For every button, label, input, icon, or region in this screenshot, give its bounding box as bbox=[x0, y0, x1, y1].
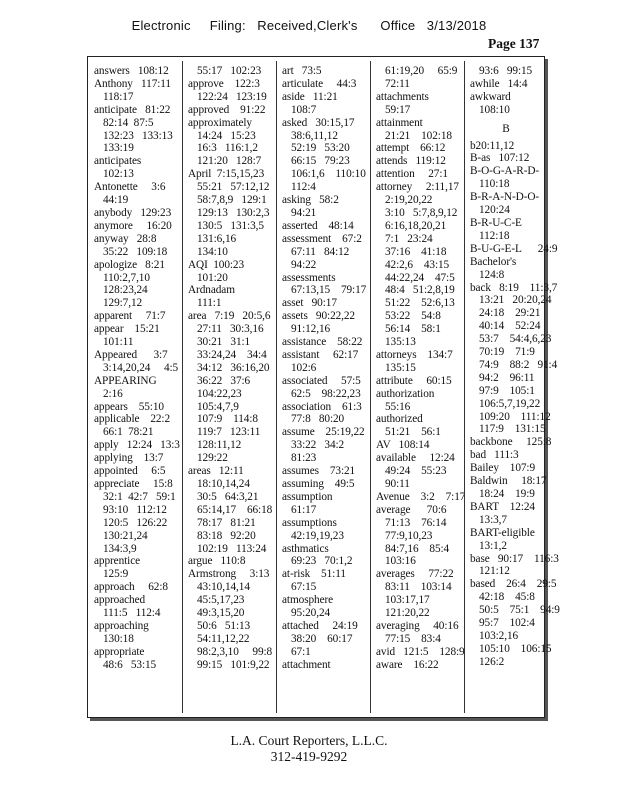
index-entry-continuation: 94:21 bbox=[291, 206, 317, 219]
index-column-1 bbox=[94, 65, 180, 713]
index-entry-continuation: 34:12 36:16,20 bbox=[197, 361, 270, 374]
index-entry-continuation: 62:5 98:22,23 bbox=[291, 387, 361, 400]
index-entry-continuation: 122:24 123:19 bbox=[197, 90, 267, 103]
index-entry-continuation: 118:17 bbox=[103, 90, 134, 103]
column-divider bbox=[276, 61, 277, 713]
index-entry-continuation: 82:14 87:5 bbox=[103, 116, 154, 129]
index-entry-continuation: 27:11 30:3,16 bbox=[197, 323, 264, 336]
index-entry-continuation: 77:8 80:20 bbox=[291, 413, 345, 426]
index-entry: available 12:24 bbox=[376, 452, 455, 465]
index-entry: Bachelor's bbox=[470, 255, 517, 268]
index-entry: asset 90:17 bbox=[282, 297, 337, 310]
index-entry-continuation: 49:24 55:23 bbox=[385, 465, 447, 478]
index-entry: anybody 129:23 bbox=[94, 206, 172, 219]
index-entry: Armstrong 3:13 bbox=[188, 568, 270, 581]
index-entry-continuation: 33:22 34:2 bbox=[291, 439, 345, 452]
index-entry: art 73:5 bbox=[282, 65, 322, 77]
index-entry: B-as 107:12 bbox=[470, 152, 530, 165]
index-entry-continuation: 44:22,24 47:5 bbox=[385, 271, 455, 284]
index-entry-continuation: 135:13 bbox=[385, 336, 416, 349]
index-entry-continuation: 103:17,17 bbox=[385, 594, 430, 607]
index-entry: attachment bbox=[282, 658, 331, 671]
index-entry-continuation: 56:14 58:1 bbox=[385, 323, 441, 336]
index-entry-continuation: 67:13,15 79:17 bbox=[291, 284, 367, 297]
index-entry: asking 58:2 bbox=[282, 194, 339, 207]
index-entry-continuation: 16:3 116:1,2 bbox=[197, 142, 258, 155]
index-entry-continuation: 52:19 53:20 bbox=[291, 142, 350, 155]
index-entry-continuation: 61:17 bbox=[291, 503, 317, 516]
index-entry-continuation: 36:22 37:6 bbox=[197, 374, 251, 387]
index-entry: authorized bbox=[376, 413, 423, 426]
index-entry: asthmatics bbox=[282, 542, 329, 555]
index-entry: assumptions bbox=[282, 516, 337, 529]
index-entry-continuation: 93:10 112:12 bbox=[103, 503, 167, 516]
index-entry-continuation: 77:15 83:4 bbox=[385, 632, 441, 645]
index-entry-continuation: 95:20,24 bbox=[291, 607, 331, 620]
index-entry: assistance 58:22 bbox=[282, 336, 363, 349]
index-entry-continuation: 61:19,20 65:9 bbox=[385, 65, 458, 77]
index-entry-continuation: 106:1,6 110:10 bbox=[291, 168, 366, 181]
index-entry: areas 12:11 bbox=[188, 465, 244, 478]
index-entry-continuation: 102:19 113:24 bbox=[197, 542, 267, 555]
index-entry-continuation: 55:16 bbox=[385, 400, 411, 413]
index-entry: appears 55:10 bbox=[94, 400, 164, 413]
index-entry: Anthony 117:11 bbox=[94, 77, 171, 90]
index-entry-continuation: 125:9 bbox=[103, 568, 129, 581]
index-entry-continuation: 134:10 bbox=[197, 245, 228, 258]
index-entry: April 7:15,15,23 bbox=[188, 168, 265, 181]
index-entry-continuation: 51:22 52:6,13 bbox=[385, 297, 455, 310]
index-entry: anyway 28:8 bbox=[94, 232, 157, 245]
index-entry-continuation: 129:22 bbox=[197, 452, 228, 465]
reporter-company: L.A. Court Reporters, L.L.C. bbox=[230, 733, 388, 748]
index-entry: apprentice bbox=[94, 555, 141, 568]
index-entry: APPEARING bbox=[94, 374, 157, 387]
index-entry-continuation: 128:23,24 bbox=[103, 284, 148, 297]
index-entry: associated 57:5 bbox=[282, 374, 361, 387]
index-entry-continuation: 104:22,23 bbox=[197, 387, 242, 400]
index-entry: assumes 73:21 bbox=[282, 465, 356, 478]
index-entry-continuation: 42:18 45:8 bbox=[479, 591, 535, 604]
filing-stamp: Electronic Filing: Received,Clerk's Office 3/13/2018 bbox=[131, 18, 487, 33]
index-entry-continuation: 42:19,19,23 bbox=[291, 529, 344, 542]
index-entry: assessment 67:2 bbox=[282, 232, 362, 245]
index-entry: approach 62:8 bbox=[94, 581, 168, 594]
index-entry: attorneys 134:7 bbox=[376, 348, 453, 361]
index-entry: approve 122:3 bbox=[188, 77, 260, 90]
index-entry: at-risk 51:11 bbox=[282, 568, 346, 581]
column-divider bbox=[370, 61, 371, 713]
index-entry: attainment bbox=[376, 116, 423, 129]
index-entry: averages 77:22 bbox=[376, 568, 454, 581]
page-number: Page 137 bbox=[488, 36, 540, 51]
index-entry-continuation: 81:23 bbox=[291, 452, 317, 465]
index-entry-continuation: 40:14 52:24 bbox=[479, 320, 541, 333]
index-entry-continuation: 3:10 5:7,8,9,12 bbox=[385, 206, 458, 219]
index-entry: awkward bbox=[470, 90, 511, 103]
index-entry: anymore 16:20 bbox=[94, 219, 172, 232]
index-entry: asked 30:15,17 bbox=[282, 116, 355, 129]
index-entry-continuation: 18:24 19:9 bbox=[479, 488, 535, 500]
index-entry: attention 27:1 bbox=[376, 168, 448, 181]
index-entry-continuation: 129:13 130:2,3 bbox=[197, 206, 270, 219]
index-entry: apologize 8:21 bbox=[94, 258, 165, 271]
index-entry-continuation: 124:8 bbox=[479, 268, 505, 281]
index-entry-continuation: 37:16 41:18 bbox=[385, 245, 447, 258]
index-entry-continuation: 98:2,3,10 99:8 bbox=[197, 645, 273, 658]
index-entry-continuation: 121:20 128:7 bbox=[197, 155, 262, 168]
index-entry-continuation: 48:6 53:15 bbox=[103, 658, 157, 671]
index-entry: b20:11,12 bbox=[470, 139, 515, 152]
index-entry-continuation: 112:4 bbox=[291, 181, 316, 194]
index-entry-continuation: 110:2,7,10 bbox=[103, 271, 150, 284]
index-entry-continuation: 131:6,16 bbox=[197, 232, 237, 245]
index-entry: B-R-U-C-E bbox=[470, 216, 522, 229]
index-entry: attachments bbox=[376, 90, 429, 103]
index-entry-continuation: 67:11 84:12 bbox=[291, 245, 350, 258]
index-entry: appear 15:21 bbox=[94, 323, 160, 336]
index-entry-continuation: 38:20 60:17 bbox=[291, 632, 353, 645]
index-entry-continuation: 119:7 123:11 bbox=[197, 426, 261, 439]
index-entry: argue 110:8 bbox=[188, 555, 246, 568]
index-entry-continuation: 14:24 15:23 bbox=[197, 129, 256, 142]
index-entry-continuation: 108:7 bbox=[291, 103, 317, 116]
index-entry-continuation: 91:12,16 bbox=[291, 323, 331, 336]
index-entry: assuming 49:5 bbox=[282, 478, 355, 490]
index-entry: area 7:19 20:5,6 bbox=[188, 310, 271, 323]
index-entry: articulate 44:3 bbox=[282, 77, 357, 90]
index-entry-continuation: 78:17 81:21 bbox=[197, 516, 256, 529]
index-entry-continuation: 105:10 106:15 bbox=[479, 642, 552, 655]
index-entry: averaging 40:16 bbox=[376, 619, 459, 632]
index-entry: based 26:4 29:5 bbox=[470, 578, 557, 591]
index-entry-continuation: 94:22 bbox=[291, 258, 317, 271]
column-divider bbox=[464, 61, 465, 713]
column-divider bbox=[182, 61, 183, 713]
index-entry-continuation: 130:5 131:3,5 bbox=[197, 219, 264, 232]
index-entry-continuation: 30:5 64:3,21 bbox=[197, 490, 259, 503]
index-entry: answers 108:12 bbox=[94, 65, 169, 77]
index-entry-continuation: 21:21 102:18 bbox=[385, 129, 452, 142]
index-entry-continuation: 110:18 bbox=[479, 178, 510, 191]
index-entry-continuation: 133:19 bbox=[103, 142, 134, 155]
index-entry-continuation: 66:15 79:23 bbox=[291, 155, 350, 168]
index-entry-continuation: 49:3,15,20 bbox=[197, 607, 245, 620]
index-entry: AQI 100:23 bbox=[188, 258, 245, 271]
index-entry-continuation: 111:1 bbox=[197, 297, 222, 310]
index-entry-continuation: 90:11 bbox=[385, 478, 410, 490]
index-entry: AV 108:14 bbox=[376, 439, 430, 452]
index-entry: B-O-G-A-R-D- bbox=[470, 165, 540, 178]
index-entry-continuation: 130:18 bbox=[103, 632, 134, 645]
index-entry: B-R-A-N-D-O- bbox=[470, 191, 540, 204]
index-entry: atmosphere bbox=[282, 594, 334, 607]
index-entry-continuation: 77:9,10,23 bbox=[385, 529, 433, 542]
index-entry: approved 91:22 bbox=[188, 103, 266, 116]
index-entry-continuation: 66:1 78:21 bbox=[103, 426, 154, 439]
index-entry: Ardnadam bbox=[188, 284, 235, 297]
index-entry-continuation: 102:13 bbox=[103, 168, 134, 181]
index-entry-continuation: 18:10,14,24 bbox=[197, 478, 250, 490]
index-entry: approached bbox=[94, 594, 146, 607]
index-entry-continuation: 50:5 75:1 94:9 bbox=[479, 604, 560, 617]
index-entry: assumption bbox=[282, 490, 333, 503]
index-entry-continuation: 99:15 101:9,22 bbox=[197, 658, 270, 671]
index-entry-continuation: 48:4 51:2,8,19 bbox=[385, 284, 455, 297]
index-entry: anticipate 81:22 bbox=[94, 103, 171, 116]
index-entry-continuation: 106:5,7,19,22 bbox=[479, 397, 541, 410]
index-entry-continuation: 54:11,12,22 bbox=[197, 632, 250, 645]
index-entry-continuation: 58:7,8,9 129:1 bbox=[197, 194, 267, 207]
index-entry-continuation: 130:21,24 bbox=[103, 529, 148, 542]
index-entry: B-U-G-E-L 24:9 bbox=[470, 242, 558, 255]
index-column-5 bbox=[470, 65, 560, 713]
index-column-4 bbox=[376, 65, 466, 713]
index-entry-continuation: 103:2,16 bbox=[479, 629, 519, 642]
index-entry: appreciate 15:8 bbox=[94, 478, 173, 490]
index-entry-continuation: 7:1 23:24 bbox=[385, 232, 433, 245]
index-entry: assistant 62:17 bbox=[282, 348, 359, 361]
index-entry: Bailey 107:9 bbox=[470, 462, 536, 475]
index-entry: avid 121:5 128:9 bbox=[376, 645, 465, 658]
index-entry-continuation: 32:1 42:7 59:1 bbox=[103, 490, 176, 503]
index-entry-continuation: 120:24 bbox=[479, 204, 510, 217]
index-entry-continuation: 93:6 99:15 bbox=[479, 65, 533, 77]
index-entry-continuation: 44:19 bbox=[103, 194, 129, 207]
index-letter-heading: B bbox=[502, 122, 510, 135]
index-entry: awhile 14:4 bbox=[470, 77, 528, 90]
index-entry-continuation: 132:23 133:13 bbox=[103, 129, 173, 142]
index-entry: aware 16:22 bbox=[376, 658, 439, 671]
index-entry-continuation: 94:2 96:11 bbox=[479, 371, 535, 384]
index-entry-continuation: 101:20 bbox=[197, 271, 228, 284]
index-entry-continuation: 3:14,20,24 4:5 bbox=[103, 361, 179, 374]
index-entry-continuation: 69:23 70:1,2 bbox=[291, 555, 353, 568]
index-entry-continuation: 83:18 92:20 bbox=[197, 529, 256, 542]
index-entry-continuation: 103:16 bbox=[385, 555, 416, 568]
index-entry: association 61:3 bbox=[282, 400, 362, 413]
index-entry: base 90:17 116:3 bbox=[470, 552, 559, 565]
index-entry: attempt 66:12 bbox=[376, 142, 446, 155]
index-entry-continuation: 70:19 71:9 bbox=[479, 346, 535, 359]
index-entry: BART-eligible bbox=[470, 526, 535, 539]
index-entry-continuation: 126:2 bbox=[479, 655, 505, 668]
index-entry: Appeared 3:7 bbox=[94, 348, 168, 361]
index-entry: back 8:19 11:3,7 bbox=[470, 281, 558, 294]
index-entry-continuation: 97:9 105:1 bbox=[479, 384, 535, 397]
index-entry-continuation: 67:1 bbox=[291, 645, 311, 658]
index-entry: BART 12:24 bbox=[470, 500, 535, 513]
index-entry-continuation: 134:3,9 bbox=[103, 542, 137, 555]
index-entry: average 70:6 bbox=[376, 503, 447, 516]
index-entry-continuation: 45:5,17,23 bbox=[197, 594, 245, 607]
index-entry: asserted 48:14 bbox=[282, 219, 354, 232]
index-entry-continuation: 13:3,7 bbox=[479, 513, 507, 526]
index-entry-continuation: 120:5 126:22 bbox=[103, 516, 168, 529]
index-entry: Antonette 3:6 bbox=[94, 181, 166, 194]
index-entry-continuation: 30:21 31:1 bbox=[197, 336, 251, 349]
index-entry: appointed 6:5 bbox=[94, 465, 166, 478]
index-entry: applicable 22:2 bbox=[94, 413, 170, 426]
index-entry: anticipates bbox=[94, 155, 142, 168]
index-entry: attribute 60:15 bbox=[376, 374, 452, 387]
index-entry-continuation: 101:11 bbox=[103, 336, 134, 349]
index-entry-continuation: 109:20 111:12 bbox=[479, 410, 551, 423]
index-entry: Avenue 3:2 7:17 bbox=[376, 490, 466, 503]
index-entry: attached 24:19 bbox=[282, 619, 358, 632]
index-entry-continuation: 53:7 54:4,6,23 bbox=[479, 333, 552, 346]
index-entry-continuation: 129:7,12 bbox=[103, 297, 143, 310]
index-entry-continuation: 13:1,2 bbox=[479, 539, 507, 552]
index-entry: appropriate bbox=[94, 645, 145, 658]
index-entry-continuation: 2:16 bbox=[103, 387, 123, 400]
index-entry-continuation: 112:18 bbox=[479, 229, 510, 242]
index-entry: apparent 71:7 bbox=[94, 310, 166, 323]
index-entry-continuation: 111:5 112:4 bbox=[103, 607, 161, 620]
index-entry-continuation: 95:7 102:4 bbox=[479, 617, 535, 630]
index-entry-continuation: 117:9 131:15 bbox=[479, 423, 546, 436]
index-entry-continuation: 55:21 57:12,12 bbox=[197, 181, 270, 194]
index-entry-continuation: 84:7,16 85:4 bbox=[385, 542, 450, 555]
index-entry-continuation: 128:11,12 bbox=[197, 439, 242, 452]
index-entry: approaching bbox=[94, 619, 149, 632]
index-entry-continuation: 2:19,20,22 bbox=[385, 194, 433, 207]
index-entry-continuation: 107:9 114:8 bbox=[197, 413, 258, 426]
index-entry: assume 25:19,22 bbox=[282, 426, 365, 439]
index-entry: approximately bbox=[188, 116, 252, 129]
index-entry-continuation: 72:11 bbox=[385, 77, 410, 90]
index-column-2 bbox=[188, 65, 273, 713]
index-column-3 bbox=[282, 65, 367, 713]
index-entry-continuation: 51:21 56:1 bbox=[385, 426, 441, 439]
index-entry: apply 12:24 13:3 bbox=[94, 439, 180, 452]
index-entry: aside 11:21 bbox=[282, 90, 338, 103]
index-entry: authorization bbox=[376, 387, 435, 400]
index-entry-continuation: 24:18 29:21 bbox=[479, 307, 541, 320]
reporter-phone: 312-419-9292 bbox=[270, 749, 348, 764]
index-entry: assessments bbox=[282, 271, 336, 284]
index-entry-continuation: 67:15 bbox=[291, 581, 317, 594]
index-entry-continuation: 121:12 bbox=[479, 565, 510, 578]
index-entry: bad 111:3 bbox=[470, 449, 519, 462]
index-entry-continuation: 71:13 76:14 bbox=[385, 516, 447, 529]
index-entry-continuation: 105:4,7,9 bbox=[197, 400, 239, 413]
index-entry-continuation: 33:24,24 34:4 bbox=[197, 348, 267, 361]
index-entry-continuation: 83:11 103:14 bbox=[385, 581, 452, 594]
index-entry-continuation: 6:16,18,20,21 bbox=[385, 219, 447, 232]
index-entry-continuation: 74:9 88:2 91:4 bbox=[479, 358, 558, 371]
index-entry-continuation: 42:2,6 43:15 bbox=[385, 258, 450, 271]
index-entry: Baldwin 18:17 bbox=[470, 475, 547, 488]
index-entry-continuation: 53:22 54:8 bbox=[385, 310, 441, 323]
index-entry-continuation: 102:6 bbox=[291, 361, 317, 374]
index-entry-continuation: 59:17 bbox=[385, 103, 411, 116]
index-entry: attorney 2:11,17 bbox=[376, 181, 459, 194]
index-entry-continuation: 121:20,22 bbox=[385, 607, 430, 620]
index-entry: backbone 125:8 bbox=[470, 436, 552, 449]
index-entry: attends 119:12 bbox=[376, 155, 446, 168]
word-index-frame bbox=[87, 56, 560, 718]
index-entry: assets 90:22,22 bbox=[282, 310, 355, 323]
index-entry-continuation: 35:22 109:18 bbox=[103, 245, 168, 258]
index-entry-continuation: 13:21 20:20,24 bbox=[479, 294, 552, 307]
index-entry-continuation: 108:10 bbox=[479, 103, 510, 116]
index-entry-continuation: 38:6,11,12 bbox=[291, 129, 338, 142]
index-entry-continuation: 43:10,14,14 bbox=[197, 581, 250, 594]
index-entry-continuation: 50:6 51:13 bbox=[197, 619, 251, 632]
index-entry-continuation: 65:14,17 66:18 bbox=[197, 503, 273, 516]
index-entry-continuation: 135:15 bbox=[385, 361, 416, 374]
index-entry-continuation: 55:17 102:23 bbox=[197, 65, 262, 77]
index-entry: applying 13:7 bbox=[94, 452, 164, 465]
